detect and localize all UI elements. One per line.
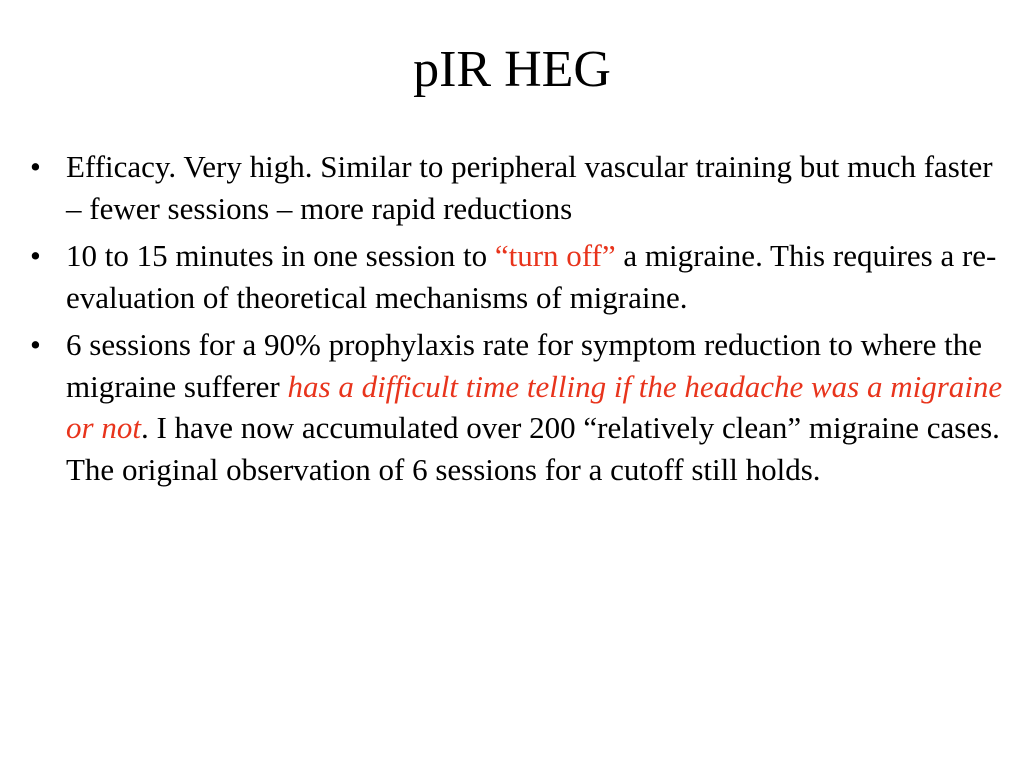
bullet-text-after: a migraine. This requires a re-evaluation of theoretical mechanisms of migraine. [66, 238, 997, 315]
bullet-item-prophylaxis [30, 324, 1005, 490]
bullet-list [30, 146, 1005, 496]
bullet-highlight-difficult-time: has a difficult time telling if the headache was a migraine or not [66, 368, 1003, 445]
bullet-icon: • [30, 327, 41, 362]
bullet-text: Efficacy. Very high. Similar to peripheral vascular training but much faster – fewer sessions – more rapid reductions [66, 149, 993, 226]
bullet-icon: • [30, 238, 41, 273]
bullet-item-efficacy [30, 146, 1005, 229]
bullet-icon: • [30, 149, 41, 184]
bullet-text-before: 10 to 15 minutes in one session to [66, 238, 495, 273]
slide-title: pIR HEG [413, 41, 611, 98]
bullet-item-session-time [30, 235, 1005, 318]
bullet-text-after: . I have now accumulated over 200 “relatively clean” migraine cases. The original observation of 6 sessions for a cutoff still holds. [66, 410, 1000, 487]
bullet-text-before: 6 sessions for a 90% prophylaxis rate for symptom reduction to where the migraine sufferer [66, 327, 983, 404]
bullet-highlight-turn-off: “turn off” [494, 238, 616, 273]
